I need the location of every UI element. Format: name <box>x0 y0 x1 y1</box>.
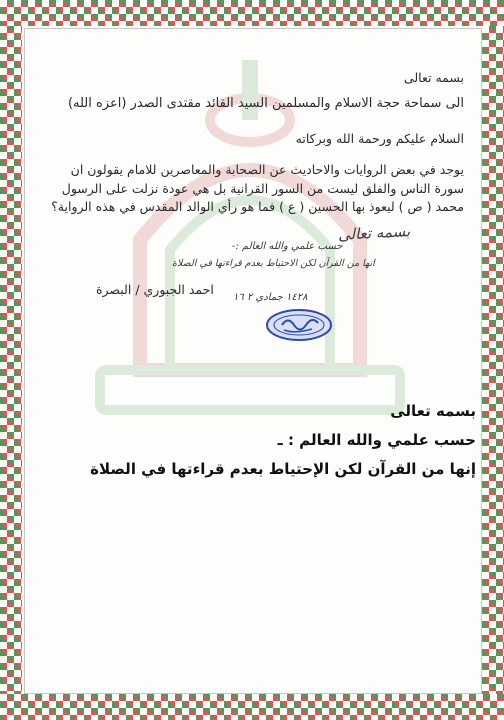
handwritten-answer-line: انها من القرآن لكن الاحتياط بعدم قراءتها في الصلاة <box>172 258 375 269</box>
answer-heading: بسمه تعالى <box>390 402 476 420</box>
question-line: يوجد في بعض الروايات والاحاديث عن الصحابة والمعاصرين للامام يقولون ان <box>70 162 464 177</box>
answer-intro: حسب علمي والله العالم : ـ <box>277 431 476 449</box>
letter-greeting: السلام عليكم ورحمة الله وبركاته <box>295 131 464 146</box>
question-line: محمد ( ص ) ليعوذ بها الحسين ( ع ) فما هو رأي الوالد المقدس في هذه الرواية؟ <box>51 199 464 214</box>
letter-sender: احمد الجبوري / البصرة <box>96 282 214 297</box>
decorative-border-top <box>0 0 504 26</box>
letter-recipient: الى سماحة حجة الاسلام والمسلمين السيد القائد مقتدى الصدر (اعزه الله) <box>67 96 464 111</box>
decorative-border-bottom <box>0 694 504 720</box>
official-seal-stamp <box>264 308 334 342</box>
handwritten-date: ١٤٢٨ جمادي ٢ ١٦ <box>233 292 308 303</box>
question-line: سورة الناس والفلق ليست من السور القرانية بل هي عودة نزلت على الرسول <box>61 181 464 196</box>
answer-text: إنها من القرآن لكن الإحتياط بعدم قراءتها في الصلاة <box>90 460 476 478</box>
handwritten-scrawl: بسمه تعالى <box>337 222 411 244</box>
decorative-border-right <box>482 26 504 694</box>
letter-salutation: بسمه تعالى <box>403 70 464 85</box>
handwritten-answer-line: حسب علمي والله العالم :- <box>232 241 343 252</box>
decorative-border-left <box>0 26 22 694</box>
